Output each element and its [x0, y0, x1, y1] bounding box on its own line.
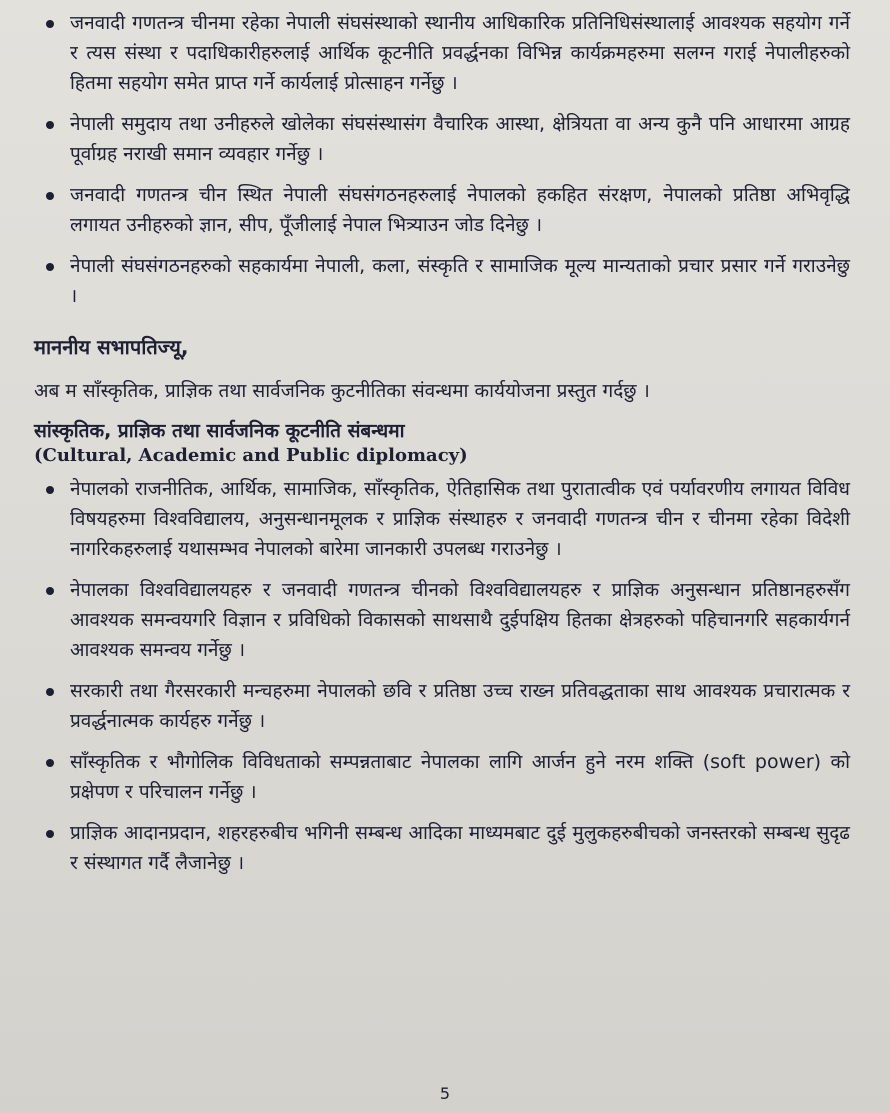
list-item: नेपाली समुदाय तथा उनीहरुले खोलेका संघसंस्थासंग वैचारिक आस्था, क्षेत्रियता वा अन्य कुनै पनि आधारमा आग्रह पूर्वाग्रह नराखी समान व्यवहार गर्नेछु ।	[34, 109, 850, 169]
list-item: साँस्कृतिक र भौगोलिक विविधताको सम्पन्नताबाट नेपालका लागि आर्जन हुने नरम शक्ति (soft power) को प्रक्षेपण र परिचालन गर्नेछु ।	[34, 747, 850, 807]
list-item: सरकारी तथा गैरसरकारी मन्चहरुमा नेपालको छवि र प्रतिष्ठा उच्च राख्न प्रतिवद्धताका साथ आवश्यक प्रचारात्मक र प्रवर्द्धनात्मक कार्यहरु गर्नेछु ।	[34, 676, 850, 736]
list-item: प्राज्ञिक आदानप्रदान, शहरहरुबीच भगिनी सम्बन्ध आदिका माध्यमबाट दुई मुलुकहरुबीचको जनस्तरको सम्बन्ध सुदृढ र संस्थागत गर्दै लैजानेछु ।	[34, 818, 850, 878]
page-number: 5	[439, 1084, 451, 1103]
list-item: नेपालको राजनीतिक, आर्थिक, सामाजिक, साँस्कृतिक, ऐतिहासिक तथा पुरातात्वीक एवं पर्यावरणीय लगायत विविध विषयहरुमा विश्वविद्यालय, अनुसन्धानमूलक र प्राज्ञिक संस्थाहरु र जनवादी गणतन्त्र चीन र चीनमा रहेका विदेशी नागरिकहरुलाई यथासम्भव नेपालको बारेमा जानकारी उपलब्ध गराउनेछु ।	[34, 474, 850, 564]
list-item: जनवादी गणतन्त्र चीन स्थित नेपाली संघसंगठनहरुलाई नेपालको हकहित संरक्षण, नेपालको प्रतिष्ठा अभिवृद्धि लगायत उनीहरुको ज्ञान, सीप, पूँजीलाई नेपाल भित्र्याउन जोड दिनेछु ।	[34, 180, 850, 240]
bullet-list-diplomacy	[34, 474, 850, 878]
list-item: जनवादी गणतन्त्र चीनमा रहेका नेपाली संघसंस्थाको स्थानीय आधिकारिक प्रतिनिधिसंस्थालाई आवश्यक सहयोग गर्ने र त्यस संस्था र पदाधिकारीहरुलाई आर्थिक कूटनीति प्रवर्द्धनका विभिन्न कार्यक्रमहरुमा सलग्न गराई नेपालीहरुको हितमा सहयोग समेत प्राप्त गर्ने कार्यलाई प्रोत्साहन गर्नेछु ।	[34, 8, 850, 98]
salutation-heading: माननीय सभापतिज्यू,	[34, 335, 189, 359]
list-item: नेपाली संघसंगठनहरुको सहकार्यमा नेपाली, कला, संस्कृति र सामाजिक मूल्य मान्यताको प्रचार प्रसार गर्ने गराउनेछु ।	[34, 251, 850, 311]
section-heading-english: (Cultural, Academic and Public diplomacy)	[34, 445, 468, 466]
section-heading: सांस्कृतिक, प्राज्ञिक तथा सार्वजनिक कूटनीति संबन्धमा	[34, 420, 405, 442]
bullet-list-diaspora	[34, 8, 850, 311]
list-item: नेपालका विश्वविद्यालयहरु र जनवादी गणतन्त्र चीनको विश्वविद्यालयहरु र प्राज्ञिक अनुसन्धान प्रतिष्ठानहरुसँग आवश्यक समन्वयगरि विज्ञान र प्रविधिको विकासको साथसाथै दुईपक्षिय हितका क्षेत्रहरुको पहिचानगरि सहकार्यगर्न आवश्यक समन्वय गर्नेछु ।	[34, 575, 850, 665]
intro-paragraph: अब म साँस्कृतिक, प्राज्ञिक तथा सार्वजनिक कुटनीतिका संवन्धमा कार्ययोजना प्रस्तुत गर्दछु ।	[34, 380, 650, 402]
